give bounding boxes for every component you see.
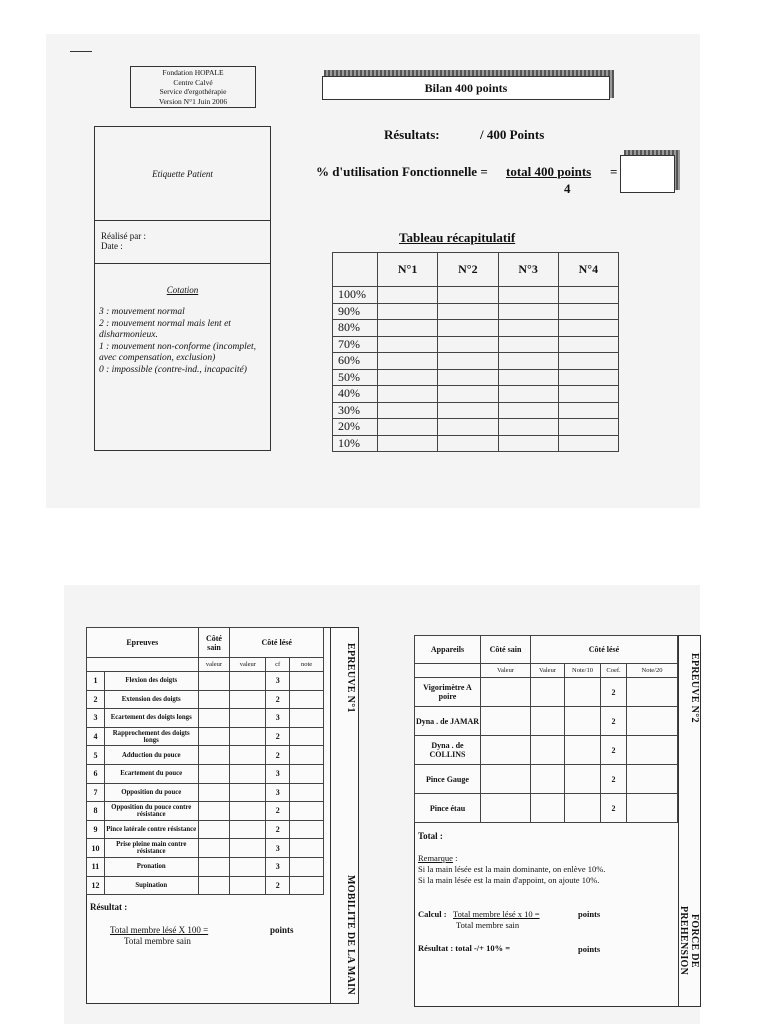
e1-note-cell[interactable] — [290, 857, 324, 876]
e1-note-cell[interactable] — [290, 709, 324, 728]
e1-row-number: 10 — [87, 839, 105, 858]
e1-lese-cell[interactable] — [230, 857, 266, 876]
e1-note-cell[interactable] — [290, 783, 324, 802]
e2-table-row — [415, 794, 678, 823]
epreuve1-side-subtitle: MOBILITE DE LA MAIN — [345, 875, 356, 995]
cotation-item-3: 3 : mouvement normal — [99, 307, 185, 317]
recap-row-label: 50% — [333, 369, 378, 386]
e1-note-cell[interactable] — [290, 746, 324, 765]
e1-col-lese: Côté lésé — [230, 628, 324, 658]
e1-note-cell[interactable] — [290, 727, 324, 746]
e1-note-cell[interactable] — [290, 839, 324, 858]
header-line-2: Centre Calvé — [173, 77, 213, 87]
recap-cell[interactable] — [378, 287, 438, 304]
cotation-title: Cotation — [166, 285, 199, 295]
recap-cell[interactable] — [378, 353, 438, 370]
e1-table-row — [87, 820, 324, 839]
recap-cell[interactable] — [438, 402, 498, 419]
recap-cell[interactable] — [498, 303, 558, 320]
e1-row-number: 6 — [87, 764, 105, 783]
recap-cell[interactable] — [498, 320, 558, 337]
pct-equals: = — [610, 164, 618, 179]
e1-row-number: 3 — [87, 709, 105, 728]
e2-calcul-num-total: Total membre lésé x 10 = — [453, 909, 540, 919]
e1-row-number: 8 — [87, 802, 105, 821]
e2-sub-valeur: Valeur — [481, 664, 531, 678]
e2-sub-note20: Note/20 — [627, 664, 678, 678]
e1-row-cf: 2 — [266, 820, 290, 839]
e1-row-number: 12 — [87, 876, 105, 895]
e1-row-cf: 2 — [266, 746, 290, 765]
e1-lese-cell[interactable] — [230, 783, 266, 802]
recap-cell[interactable] — [558, 435, 618, 452]
e2-note20-cell[interactable] — [627, 707, 678, 736]
e2-sain-cell[interactable] — [481, 678, 531, 707]
e2-table-row — [415, 707, 678, 736]
recap-row — [333, 320, 619, 337]
e1-table-row — [87, 802, 324, 821]
cotation-item-1: 1 : mouvement non-conforme (incomplet, avec compensation, exclusion) — [99, 341, 256, 363]
e2-remarque — [418, 853, 674, 886]
recap-cell[interactable] — [558, 303, 618, 320]
e1-sain-cell[interactable] — [198, 783, 230, 802]
recap-row — [333, 353, 619, 370]
e2-row-coef: 2 — [601, 765, 627, 794]
epreuve2-side-subtitle: FORCE DE PREHENSION — [678, 906, 700, 976]
recap-cell[interactable] — [558, 402, 618, 419]
e1-lese-cell[interactable] — [230, 876, 266, 895]
e1-sain-cell[interactable] — [198, 672, 230, 691]
e1-row-cf: 3 — [266, 672, 290, 691]
e1-row-label: Opposition du pouce — [104, 783, 198, 802]
e1-sain-cell[interactable] — [198, 709, 230, 728]
e2-row-label: Dyna . de JAMAR — [415, 707, 481, 736]
recap-corner — [333, 253, 378, 287]
header-line-3: Service d'ergothérapie — [159, 87, 227, 96]
e1-table-row — [87, 690, 324, 709]
recap-cell[interactable] — [558, 369, 618, 386]
bottom-sheet — [64, 585, 700, 1024]
recap-cell[interactable] — [558, 353, 618, 370]
e1-table-row — [87, 876, 324, 895]
recap-header-n4: N°4 — [558, 253, 618, 287]
e1-col-sain: Côté sain — [198, 628, 230, 658]
e2-total: Total : — [418, 831, 443, 841]
e2-remarque-title: Remarque — [418, 853, 453, 863]
e2-row-label: Pince Gauge — [415, 765, 481, 794]
recap-row — [333, 336, 619, 353]
pct-label: % d'utilisation Fonctionnelle = — [316, 164, 488, 179]
e2-sain-cell[interactable] — [481, 707, 531, 736]
e1-row-label: Extension des doigts — [104, 690, 198, 709]
recap-title: Tableau récapitulatif — [399, 230, 516, 245]
recap-cell[interactable] — [378, 419, 438, 436]
e1-lese-cell[interactable] — [230, 764, 266, 783]
epreuve1-side-divider — [330, 627, 331, 1004]
e1-table-row — [87, 857, 324, 876]
result-box — [620, 155, 675, 193]
e1-row-number: 7 — [87, 783, 105, 802]
e1-row-number: 11 — [87, 857, 105, 876]
e2-sub-blank — [415, 664, 481, 678]
e1-sub-valeur: valeur — [198, 658, 230, 672]
e1-note-cell[interactable] — [290, 876, 324, 895]
e1-row-cf: 2 — [266, 876, 290, 895]
recap-row — [333, 303, 619, 320]
e1-sain-cell[interactable] — [198, 857, 230, 876]
recap-row-label: 40% — [333, 386, 378, 403]
e2-calcul-den: Total membre sain — [456, 920, 520, 930]
e2-table-row — [415, 678, 678, 707]
e2-lese-cell[interactable] — [531, 794, 565, 823]
recap-row — [333, 435, 619, 452]
e1-resultat-label: Résultat : — [90, 902, 128, 912]
recap-cell[interactable] — [558, 336, 618, 353]
e2-sub-coef: Coef. — [601, 664, 627, 678]
recap-row-label: 100% — [333, 287, 378, 304]
cotation-list — [99, 307, 269, 376]
divider-2 — [95, 263, 270, 264]
e1-row-cf: 3 — [266, 857, 290, 876]
pct-denominator: 4 — [564, 181, 571, 196]
cotation-item-2: 2 : mouvement normal mais lent et disharmonieux. — [99, 318, 231, 340]
e1-row-number: 9 — [87, 820, 105, 839]
recap-cell[interactable] — [378, 336, 438, 353]
recap-cell[interactable] — [498, 369, 558, 386]
recap-cell[interactable] — [498, 336, 558, 353]
cotation-item-0: 0 : impossible (contre-ind., incapacité) — [99, 364, 247, 375]
recap-cell[interactable] — [378, 320, 438, 337]
e1-note-cell[interactable] — [290, 820, 324, 839]
e1-sain-cell[interactable] — [198, 764, 230, 783]
realise-par: Réalisé par : — [101, 231, 146, 241]
e2-calcul-label: Calcul : — [418, 909, 447, 919]
e1-row-cf: 3 — [266, 783, 290, 802]
epreuve1-side-title: EPREUVE N°1 — [345, 643, 356, 713]
recap-row-label: 20% — [333, 419, 378, 436]
e1-note-cell[interactable] — [290, 764, 324, 783]
e2-lese-cell[interactable] — [531, 678, 565, 707]
recap-cell[interactable] — [378, 435, 438, 452]
e2-calcul-num — [453, 909, 540, 919]
scan-mark — [70, 51, 92, 52]
top-sheet — [46, 34, 700, 508]
recap-header-n1: N°1 — [378, 253, 438, 287]
e2-table-row — [415, 765, 678, 794]
e2-note10-cell[interactable] — [565, 794, 601, 823]
e2-sain-cell[interactable] — [481, 794, 531, 823]
e2-lese-cell[interactable] — [531, 707, 565, 736]
e1-sub-cf: cf — [266, 658, 290, 672]
e1-note-cell[interactable] — [290, 672, 324, 691]
e1-row-number: 2 — [87, 690, 105, 709]
e1-sub-blank — [87, 658, 199, 672]
header-line-4: Version N°1 Juin 2006 — [158, 96, 228, 106]
divider-1 — [95, 220, 270, 221]
resultats-label: Résultats: — [384, 127, 440, 142]
e2-note10-cell[interactable] — [565, 736, 601, 765]
e1-table-row — [87, 783, 324, 802]
header-line-1: Fondation HOPALE — [162, 68, 224, 77]
recap-cell[interactable] — [498, 353, 558, 370]
recap-row-label: 30% — [333, 402, 378, 419]
e1-lese-cell[interactable] — [230, 746, 266, 765]
date-label: Date : — [101, 241, 123, 251]
e2-lese-cell[interactable] — [531, 736, 565, 765]
recap-cell[interactable] — [438, 435, 498, 452]
e1-sain-cell[interactable] — [198, 876, 230, 895]
e1-col-epreuves: Epreuves — [87, 628, 199, 658]
e2-remarque-2: Si la main lésée est la main d'appoint, on ajoute 10%. — [418, 875, 600, 885]
recap-cell[interactable] — [498, 435, 558, 452]
e2-row-label: Pince étau — [415, 794, 481, 823]
e1-sain-cell[interactable] — [198, 802, 230, 821]
e1-sain-cell[interactable] — [198, 820, 230, 839]
patient-box — [94, 126, 271, 451]
e1-lese-cell[interactable] — [230, 839, 266, 858]
recap-row — [333, 386, 619, 403]
e1-points: points — [270, 925, 294, 935]
recap-cell[interactable] — [438, 419, 498, 436]
e1-row-label: Adduction du pouce — [104, 746, 198, 765]
recap-row-label: 90% — [333, 303, 378, 320]
e2-sain-cell[interactable] — [481, 736, 531, 765]
e2-remarque-1: Si la main lésée est la main dominante, on enlève 10%. — [418, 864, 606, 874]
recap-cell[interactable] — [378, 402, 438, 419]
e1-sub-note: note — [290, 658, 324, 672]
e1-sain-cell[interactable] — [198, 727, 230, 746]
e2-col-appareils: Appareils — [415, 636, 481, 664]
e1-row-label: Pronation — [104, 857, 198, 876]
recap-row-label: 80% — [333, 320, 378, 337]
e2-row-coef: 2 — [601, 678, 627, 707]
e1-lese-cell[interactable] — [230, 690, 266, 709]
e2-resultat: Résultat : total -/+ 10% = — [418, 943, 511, 953]
recap-cell[interactable] — [438, 287, 498, 304]
header-box — [130, 66, 256, 108]
bilan-title: Bilan 400 points — [424, 81, 508, 95]
e2-row-label: Vigorimètre A poire — [415, 678, 481, 707]
e1-note-cell[interactable] — [290, 802, 324, 821]
e2-table-row — [415, 736, 678, 765]
e2-note10-cell[interactable] — [565, 765, 601, 794]
recap-cell[interactable] — [438, 303, 498, 320]
recap-row — [333, 287, 619, 304]
patient-label: Etiquette Patient — [152, 169, 213, 179]
e1-row-cf: 2 — [266, 802, 290, 821]
e2-resultat-points: points — [578, 944, 601, 954]
bilan-title-box — [322, 76, 610, 100]
e1-lese-cell[interactable] — [230, 820, 266, 839]
e1-row-label: Opposition du pouce contre résistance — [104, 802, 198, 821]
e2-row-coef: 2 — [601, 707, 627, 736]
recap-cell[interactable] — [558, 287, 618, 304]
e1-row-label: Ecartement du pouce — [104, 764, 198, 783]
e2-note20-cell[interactable] — [627, 794, 678, 823]
resultats-value: / 400 Points — [480, 127, 545, 142]
recap-cell[interactable] — [558, 419, 618, 436]
e2-lese-cell[interactable] — [531, 765, 565, 794]
recap-row — [333, 369, 619, 386]
e2-note10-cell[interactable] — [565, 678, 601, 707]
recap-row — [333, 402, 619, 419]
recap-cell[interactable] — [438, 320, 498, 337]
recap-cell[interactable] — [498, 287, 558, 304]
epreuve1-table — [86, 627, 324, 895]
e1-table-row — [87, 746, 324, 765]
e1-row-label: Rapprochement des doigts longs — [104, 727, 198, 746]
recap-table — [332, 252, 619, 452]
e1-lese-cell[interactable] — [230, 802, 266, 821]
e1-table-row — [87, 709, 324, 728]
e1-row-cf: 2 — [266, 727, 290, 746]
e1-formula-num — [110, 925, 208, 935]
recap-header-n3: N°3 — [498, 253, 558, 287]
e1-row-label: Ecartement des doigts longs — [104, 709, 198, 728]
e2-col-sain: Côté sain — [481, 636, 531, 664]
recap-cell[interactable] — [558, 386, 618, 403]
epreuve2-side-title: EPREUVE N°2 — [689, 653, 700, 723]
e1-note-cell[interactable] — [290, 690, 324, 709]
recap-cell[interactable] — [558, 320, 618, 337]
recap-cell[interactable] — [498, 386, 558, 403]
e1-row-label: Flexion des doigts — [104, 672, 198, 691]
recap-cell[interactable] — [378, 303, 438, 320]
e1-row-cf: 3 — [266, 709, 290, 728]
recap-cell[interactable] — [378, 369, 438, 386]
e1-sain-cell[interactable] — [198, 746, 230, 765]
e1-sub-valeur2: valeur — [230, 658, 266, 672]
e1-sain-cell[interactable] — [198, 690, 230, 709]
recap-cell[interactable] — [498, 419, 558, 436]
e2-sain-cell[interactable] — [481, 765, 531, 794]
e2-row-coef: 2 — [601, 736, 627, 765]
recap-row-label: 10% — [333, 435, 378, 452]
e1-table-row — [87, 672, 324, 691]
e1-row-label: Prise pleine main contre résistance — [104, 839, 198, 858]
e1-row-number: 4 — [87, 727, 105, 746]
recap-cell[interactable] — [438, 336, 498, 353]
e2-row-label: Dyna . de COLLINS — [415, 736, 481, 765]
e1-row-label: Pince latérale contre résistance — [104, 820, 198, 839]
e1-lese-cell[interactable] — [230, 709, 266, 728]
e1-lese-cell[interactable] — [230, 672, 266, 691]
recap-row-label: 60% — [333, 353, 378, 370]
e1-formula-num-total: Total membre lésé X 100 = — [110, 925, 209, 935]
e1-row-cf: 3 — [266, 839, 290, 858]
e1-row-label: Supination — [104, 876, 198, 895]
recap-header-n2: N°2 — [438, 253, 498, 287]
recap-cell[interactable] — [378, 386, 438, 403]
epreuve2-table — [414, 635, 678, 823]
e1-lese-cell[interactable] — [230, 727, 266, 746]
e1-table-row — [87, 727, 324, 746]
e1-row-number: 5 — [87, 746, 105, 765]
e2-col-lese: Côté lésé — [531, 636, 678, 664]
e2-note20-cell[interactable] — [627, 736, 678, 765]
e1-formula-den: Total membre sain — [124, 936, 191, 946]
recap-cell[interactable] — [498, 402, 558, 419]
e2-sub-valeur2: Valeur — [531, 664, 565, 678]
e2-remarque-colon: : — [452, 853, 458, 863]
e1-sain-cell[interactable] — [198, 839, 230, 858]
e2-note10-cell[interactable] — [565, 707, 601, 736]
e2-note20-cell[interactable] — [627, 765, 678, 794]
recap-row-label: 70% — [333, 336, 378, 353]
recap-cell[interactable] — [438, 386, 498, 403]
recap-cell[interactable] — [438, 353, 498, 370]
e2-sub-note10: Note/10 — [565, 664, 601, 678]
e1-table-row — [87, 839, 324, 858]
e2-calcul-points: points — [578, 909, 601, 919]
e2-note20-cell[interactable] — [627, 678, 678, 707]
e2-row-coef: 2 — [601, 794, 627, 823]
e1-row-cf: 2 — [266, 690, 290, 709]
pct-numerator: total 400 points — [506, 164, 592, 179]
e1-table-row — [87, 764, 324, 783]
e1-row-number: 1 — [87, 672, 105, 691]
recap-row — [333, 419, 619, 436]
e1-row-cf: 3 — [266, 764, 290, 783]
recap-cell[interactable] — [438, 369, 498, 386]
